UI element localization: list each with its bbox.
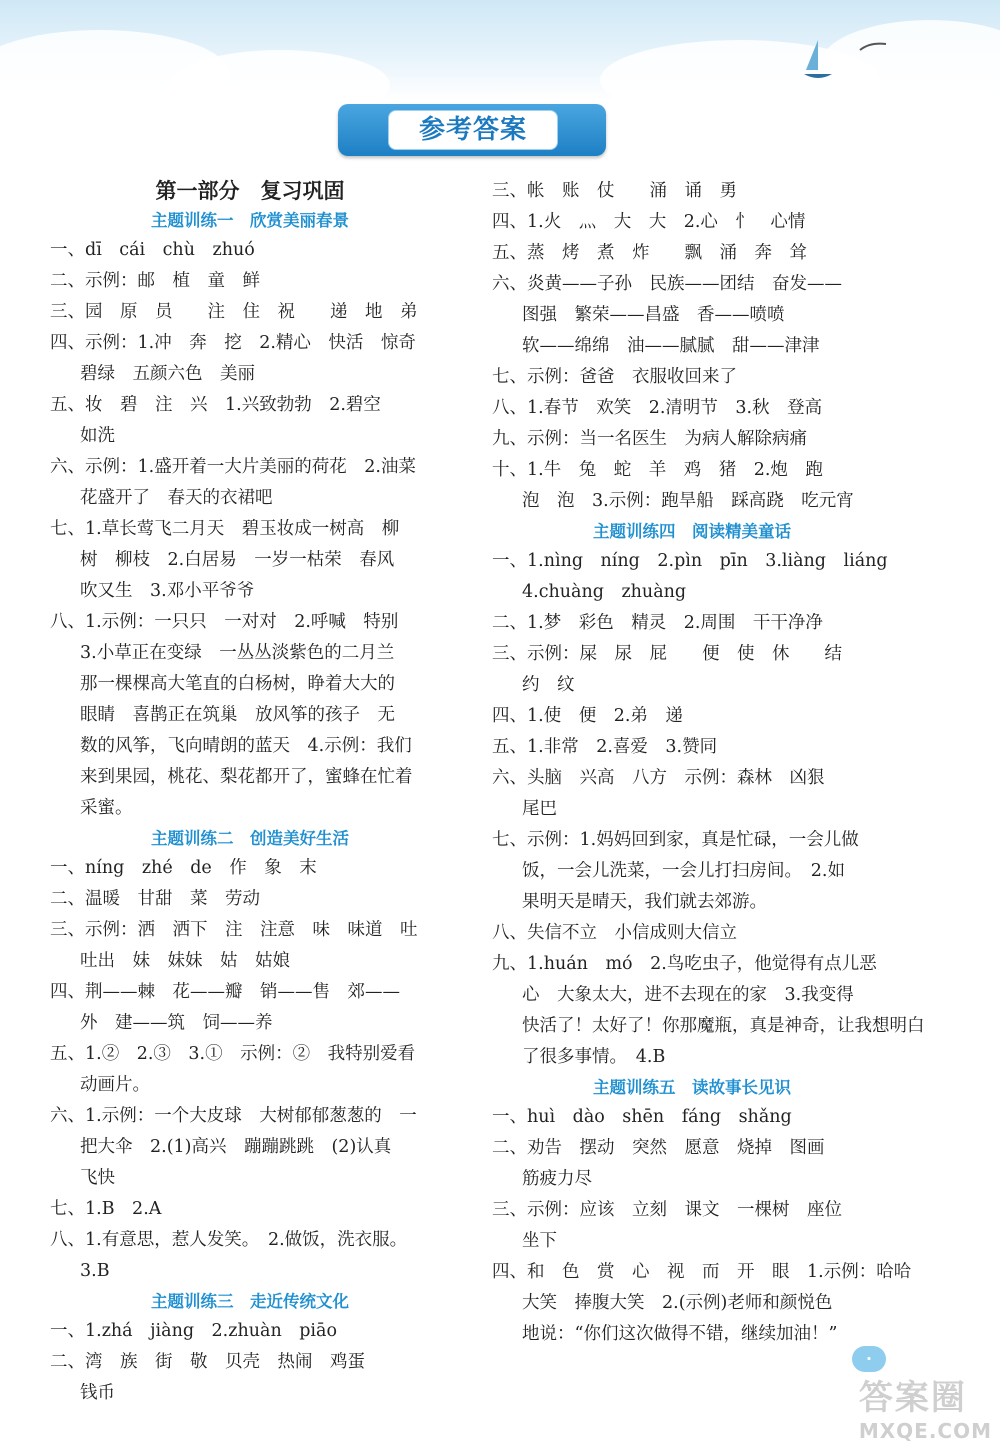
answer-line: 泡 泡 3.示例：跑旱船 踩高跷 吃元宵	[522, 491, 854, 511]
watermark-url: MXQE.COM	[858, 1419, 992, 1443]
answer-line: 八、1.有意思，惹人发笑。 2.做饭，洗衣服。	[50, 1230, 408, 1250]
answer-line: 软——绵绵 油——腻腻 甜——津津	[522, 336, 820, 356]
answer-line: 筋疲力尽	[522, 1169, 592, 1189]
answer-line: 二、湾 族 街 敬 贝壳 热闹 鸡蛋	[50, 1352, 365, 1372]
answer-line: 地说：“你们这次做得不错，继续加油！”	[522, 1324, 838, 1344]
section-heading: 主题训练一 欣赏美丽春景	[151, 211, 349, 230]
answer-line: 约 纹	[522, 675, 575, 695]
answer-line: 尾巴	[522, 799, 557, 819]
answer-line: 七、1.草长莺飞二月天 碧玉妆成一树高 柳	[50, 519, 400, 539]
answer-line: 3.B	[80, 1261, 110, 1281]
answer-line: 二、示例：邮 植 童 鲜	[50, 271, 260, 291]
answer-line: 二、1.梦 彩色 精灵 2.周围 干干净净	[492, 613, 823, 633]
answer-line: 六、示例：1.盛开着一大片美丽的荷花 2.油菜	[50, 457, 416, 477]
answer-line: 七、示例：爸爸 衣服收回来了	[492, 367, 737, 387]
answer-line: 一、dī cái chù zhuó	[50, 240, 255, 260]
answer-line: 飞快	[80, 1168, 115, 1188]
answer-line: 树 柳枝 2.白居易 一岁一枯荣 春风	[80, 550, 395, 570]
answer-line: 七、示例：1.妈妈回到家，真是忙碌，一会儿做	[492, 830, 859, 850]
answer-line: 外 建——筑 饲——养	[80, 1013, 273, 1033]
answer-line: 五、蒸 烤 煮 炸 飘 涌 奔 耸	[492, 243, 807, 263]
answer-line: 十、1.牛 兔 蛇 羊 鸡 猪 2.炮 跑	[492, 460, 823, 480]
answer-line: 快活了！太好了！你那魔瓶，真是神奇，让我想明白	[522, 1016, 925, 1036]
answer-line: 如洗	[80, 426, 115, 446]
answer-line: 三、帐 账 仗 涌 诵 勇	[492, 181, 737, 201]
answer-line: 大笑 捧腹大笑 2.(示例)老师和颜悦色	[522, 1293, 833, 1313]
answer-line: 四、示例：1.冲 奔 挖 2.精心 快活 惊奇	[50, 333, 416, 353]
answer-line: 六、1.示例：一个大皮球 大树郁郁葱葱的 一	[50, 1106, 417, 1126]
answer-line: 四、1.使 便 2.弟 递	[492, 706, 683, 726]
page-number-badge: ·	[852, 1346, 886, 1372]
answer-line: 六、头脑 兴高 八方 示例：森林 凶狠	[492, 768, 825, 788]
answer-line: 一、níng zhé de 作 象 末	[50, 858, 317, 878]
answer-line: 一、1.nìng níng 2.pìn pīn 3.liàng liáng	[492, 551, 888, 571]
section-heading: 主题训练三 走近传统文化	[151, 1292, 349, 1311]
answer-line: 坐下	[522, 1231, 557, 1251]
answer-line: 四、1.火 灬 大 大 2.心 忄 心情	[492, 212, 806, 232]
answer-line: 眼睛 喜鹊正在筑巢 放风筝的孩子 无	[80, 705, 395, 725]
answer-line: 三、园 原 员 注 住 祝 递 地 弟	[50, 302, 418, 322]
answer-line: 动画片。	[80, 1075, 150, 1095]
answer-line: 九、示例：当一名医生 为病人解除病痛	[492, 429, 807, 449]
answer-line: 花盛开了 春天的衣裙吧	[80, 488, 273, 508]
answer-line: 4.chuàng zhuàng	[522, 582, 687, 602]
answer-line: 八、失信不立 小信成则大信立	[492, 923, 737, 943]
answer-line: 来到果园，桃花、梨花都开了，蜜蜂在忙着	[80, 767, 413, 787]
part-heading: 第一部分 复习巩固	[155, 179, 345, 203]
answer-line: 七、1.B 2.A	[50, 1199, 162, 1219]
answer-line: 一、huì dào shēn fáng shǎng	[492, 1107, 792, 1127]
answer-line: 三、示例：应该 立刻 课文 一棵树 座位	[492, 1200, 842, 1220]
answer-line: 把大伞 2.(1)高兴 蹦蹦跳跳 (2)认真	[80, 1137, 392, 1157]
answer-line: 那一棵棵高大笔直的白杨树，睁着大大的	[80, 674, 395, 694]
answer-line: 果明天是晴天，我们就去郊游。	[522, 892, 767, 912]
answer-line: 八、1.春节 欢笑 2.清明节 3.秋 登高	[492, 398, 823, 418]
answer-line: 五、1.非常 2.喜爱 3.赞同	[492, 737, 718, 757]
answer-line: 饭，一会儿洗菜，一会儿打扫房间。 2.如	[522, 861, 845, 881]
answer-line: 吹又生 3.邓小平爷爷	[80, 581, 255, 601]
answer-line: 吐出 妹 妹妹 姑 姑娘	[80, 951, 290, 971]
watermark-logo	[859, 1370, 992, 1443]
answer-line: 数的风筝，飞向晴朗的蓝天 4.示例：我们	[80, 736, 412, 756]
right-column	[492, 176, 925, 1350]
answer-line: 五、1.② 2.③ 3.① 示例：② 我特别爱看	[50, 1044, 416, 1064]
answer-line: 心 大象太大，进不去现在的家 3.我变得	[522, 985, 854, 1005]
title-box	[338, 104, 606, 156]
sailboat-icon	[800, 30, 890, 85]
section-heading: 主题训练四 阅读精美童话	[593, 522, 791, 541]
answer-line: 六、炎黄——子孙 民族——团结 奋发——	[492, 274, 842, 294]
answer-line: 四、荆——棘 花——瓣 销——售 郊——	[50, 982, 400, 1002]
answer-line: 二、温暖 甘甜 菜 劳动	[50, 889, 260, 909]
answer-line: 3.小草正在变绿 一丛丛淡紫色的二月兰	[80, 643, 395, 663]
answer-line: 采蜜。	[80, 798, 133, 818]
answer-line: 二、劝告 摆动 突然 愿意 烧掉 图画	[492, 1138, 825, 1158]
answer-line: 图强 繁荣——昌盛 香——喷喷	[522, 305, 785, 325]
left-column	[50, 176, 450, 1409]
answer-line: 钱币	[80, 1383, 115, 1403]
answer-line: 三、示例：屎 尿 屁 便 使 休 结	[492, 644, 842, 664]
section-heading: 主题训练五 读故事长见识	[593, 1078, 791, 1097]
answer-line: 一、1.zhá jiàng 2.zhuàn piāo	[50, 1321, 337, 1341]
page-title: 参考答案	[388, 110, 558, 150]
answer-line: 五、妆 碧 注 兴 1.兴致勃勃 2.碧空	[50, 395, 381, 415]
watermark-mark: 答案圈	[858, 1378, 967, 1418]
answer-line: 了很多事情。 4.B	[522, 1047, 666, 1067]
section-heading: 主题训练二 创造美好生活	[151, 829, 349, 848]
answer-line: 九、1.huán mó 2.鸟吃虫子，他觉得有点儿恶	[492, 954, 877, 974]
answer-line: 八、1.示例：一只只 一对对 2.呼喊 特别	[50, 612, 399, 632]
answer-line: 四、和 色 赏 心 视 而 开 眼 1.示例：哈哈	[492, 1262, 912, 1282]
answer-line: 碧绿 五颜六色 美丽	[80, 364, 255, 384]
header-banner	[0, 0, 1000, 100]
answer-line: 三、示例：洒 洒下 注 注意 味 味道 吐	[50, 920, 418, 940]
